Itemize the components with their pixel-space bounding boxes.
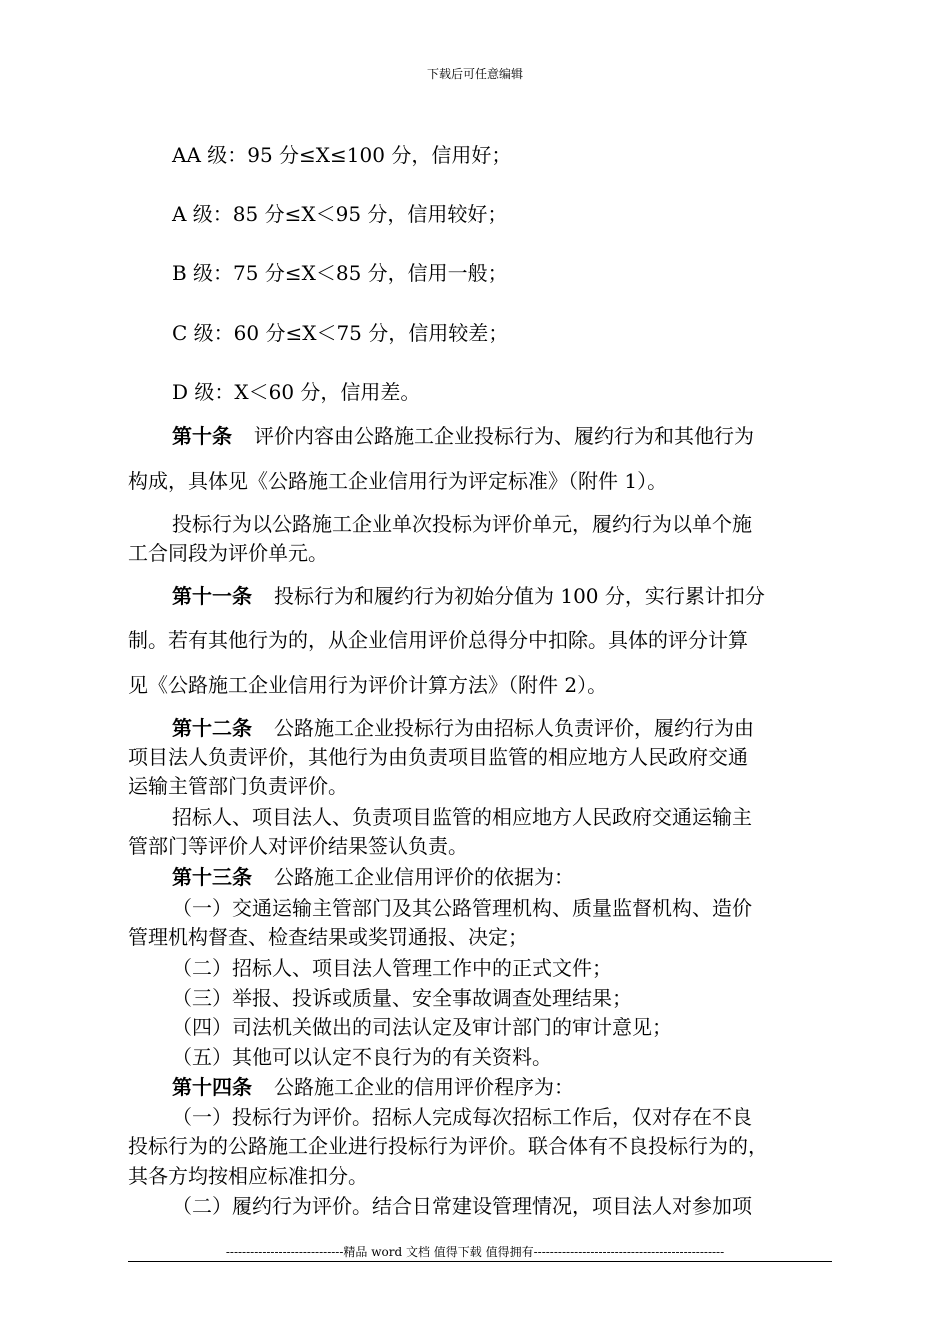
article-10-line-2: 构成，具体见《公路施工企业信用行为评定标准》（附件 1）。 xyxy=(128,469,668,493)
article-12-para-2-line-2: 管部门等评价人对评价结果签认负责。 xyxy=(128,834,468,858)
article-13-item-2: （二）招标人、项目法人管理工作中的正式文件； xyxy=(172,956,612,980)
article-13-item-3: （三）举报、投诉或质量、安全事故调查处理结果； xyxy=(172,986,632,1010)
grade-c: C 级：60 分≤X＜75 分，信用较差； xyxy=(172,321,509,345)
article-14-line-1 xyxy=(172,1072,828,1102)
article-13-item-1-line-1: （一）交通运输主管部门及其公路管理机构、质量监督机构、造价 xyxy=(172,896,752,920)
article-10-title: 第十条 xyxy=(172,424,232,448)
article-11-line-2: 制。若有其他行为的，从企业信用评价总得分中扣除。具体的评分计算 xyxy=(128,628,748,652)
article-13-item-1-line-2: 管理机构督查、检查结果或奖罚通报、决定； xyxy=(128,925,528,949)
article-11-title: 第十一条 xyxy=(172,584,252,608)
article-10-para-2-line-1: 投标行为以公路施工企业单次投标为评价单元，履约行为以单个施 xyxy=(172,512,752,536)
grade-aa: AA 级：95 分≤X≤100 分，信用好； xyxy=(172,143,512,167)
article-13-item-5: （五）其他可以认定不良行为的有关资料。 xyxy=(172,1045,552,1069)
article-12-title: 第十二条 xyxy=(172,716,252,740)
article-12-text: 公路施工企业投标行为由招标人负责评价，履约行为由 xyxy=(274,716,754,740)
article-12-line-1 xyxy=(172,713,828,743)
article-14-item-1-line-3: 其各方均按相应标准扣分。 xyxy=(128,1164,368,1188)
article-14-text: 公路施工企业的信用评价程序为： xyxy=(274,1075,574,1099)
article-14-item-1-line-1: （一）投标行为评价。招标人完成每次招标工作后，仅对存在不良 xyxy=(172,1105,752,1129)
article-14-item-1-line-2: 投标行为的公路施工企业进行投标行为评价。联合体有不良投标行为的， xyxy=(128,1134,768,1158)
grade-a: A 级：85 分≤X＜95 分，信用较好； xyxy=(172,202,508,226)
page-header: 下载后可任意编辑 xyxy=(426,67,523,81)
article-12-line-3: 运输主管部门负责评价。 xyxy=(128,774,348,798)
article-14-title: 第十四条 xyxy=(172,1075,252,1099)
article-10-line-1 xyxy=(172,421,828,451)
footer-divider xyxy=(128,1261,832,1262)
article-14-item-2-line-1: （二）履约行为评价。结合日常建设管理情况，项目法人对参加项 xyxy=(172,1194,752,1218)
article-13-line-1 xyxy=(172,862,828,892)
article-11-line-3: 见《公路施工企业信用行为评价计算方法》（附件 2）。 xyxy=(128,673,608,697)
article-13-item-4: （四）司法机关做出的司法认定及审计部门的审计意见； xyxy=(172,1015,672,1039)
article-10-text: 评价内容由公路施工企业投标行为、履约行为和其他行为 xyxy=(254,424,754,448)
article-13-title: 第十三条 xyxy=(172,865,252,889)
article-11-text: 投标行为和履约行为初始分值为 100 分，实行累计扣分 xyxy=(274,584,765,608)
article-13-text: 公路施工企业信用评价的依据为： xyxy=(274,865,574,889)
article-10-para-2-line-2: 工合同段为评价单元。 xyxy=(128,541,328,565)
article-12-para-2-line-1: 招标人、项目法人、负责项目监管的相应地方人民政府交通运输主 xyxy=(172,805,752,829)
grade-b: B 级：75 分≤X＜85 分，信用一般； xyxy=(172,261,508,285)
page-footer: -----------------------------精品 word 文档 值得下载 值得拥有----------------------------------------------- xyxy=(225,1245,725,1259)
article-12-line-2: 项目法人负责评价，其他行为由负责项目监管的相应地方人民政府交通 xyxy=(128,745,748,769)
article-11-line-1 xyxy=(172,581,828,611)
grade-d: D 级：X＜60 分，信用差。 xyxy=(172,380,421,404)
